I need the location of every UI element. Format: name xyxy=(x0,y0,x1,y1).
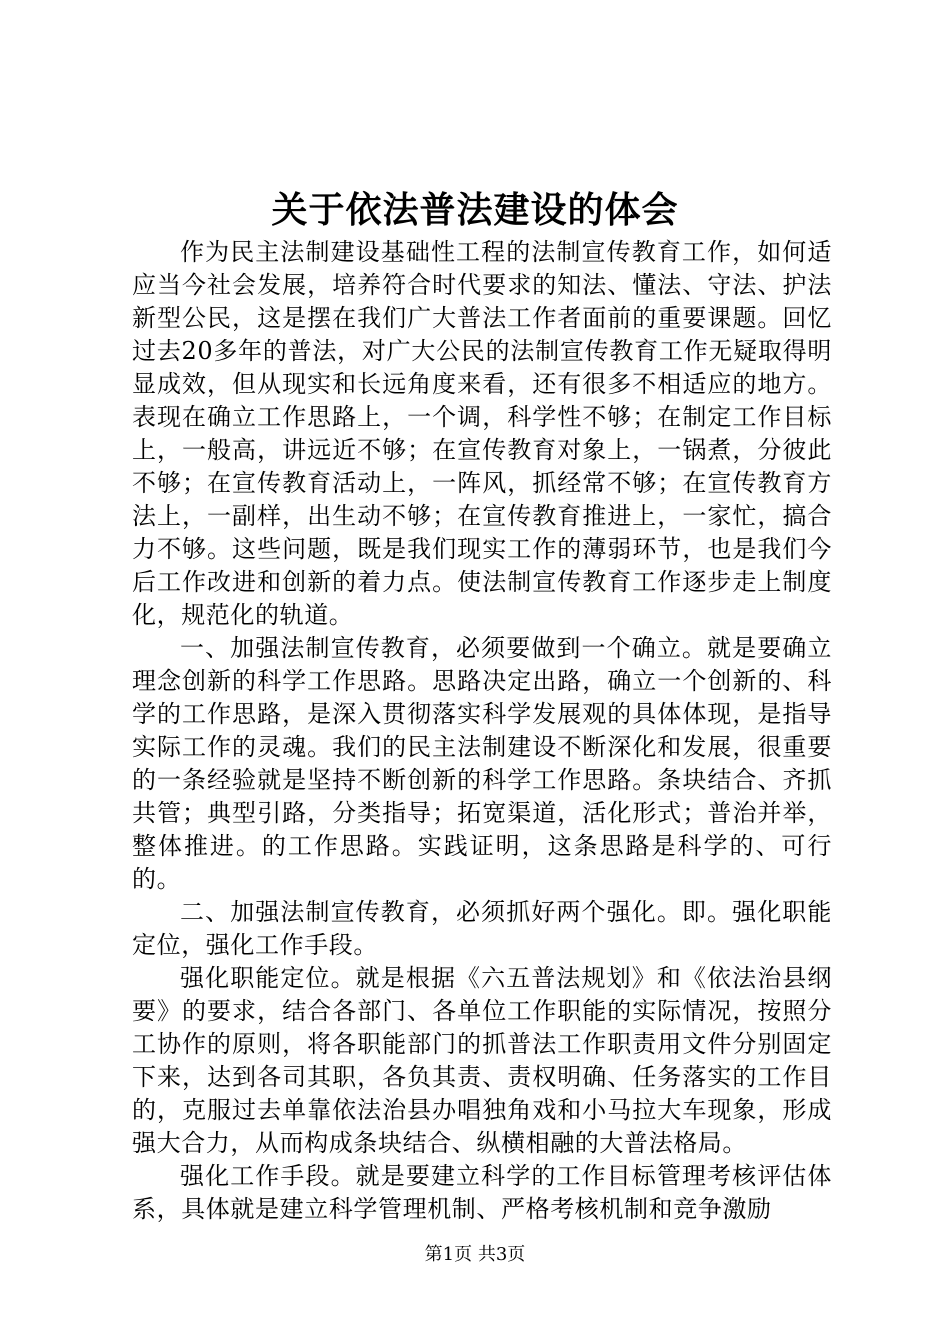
paragraph-5: 强化工作手段。就是要建立科学的工作目标管理考核评估体系，具体就是建立科学管理机制、严格考核机制和竞争激励 xyxy=(132,1162,832,1223)
document-body xyxy=(132,236,832,1226)
document-title: 关于依法普法建设的体会 xyxy=(271,189,679,231)
paragraph-1: 作为民主法制建设基础性工程的法制宣传教育工作，如何适应当今社会发展，培养符合时代要求的知法、懂法、守法、护法新型公民，这是摆在我们广大普法工作者面前的重要课题。回忆过去20多年的普法，对广大公民的法制宣传教育工作无疑取得明显成效，但从现实和长远角度来看，还有很多不相适应的地方。表现在确立工作思路上，一个调，科学性不够；在制定工作目标上，一般高，讲远近不够；在宣传教育对象上，一锅煮，分彼此不够；在宣传教育活动上，一阵风，抓经常不够；在宣传教育方法上，一副样，出生动不够；在宣传教育推进上，一家忙，搞合力不够。这些问题，既是我们现实工作的薄弱环节，也是我们今后工作改进和创新的着力点。使法制宣传教育工作逐步走上制度化，规范化的轨道。 xyxy=(132,238,832,629)
paragraph-3: 二、加强法制宣传教育，必须抓好两个强化。即。强化职能定位，强化工作手段。 xyxy=(132,898,832,959)
paragraph-4: 强化职能定位。就是根据《六五普法规划》和《依法治县纲要》的要求，结合各部门、各单位工作职能的实际情况，按照分工协作的原则，将各职能部门的抓普法工作职责用文件分别固定下来，达到各司其职，各负其责、责权明确、任务落实的工作目的，克服过去单靠依法治县办唱独角戏和小马拉大车现象，形成强大合力，从而构成条块结合、纵横相融的大普法格局。 xyxy=(132,964,832,1157)
paragraph-2: 一、加强法制宣传教育，必须要做到一个确立。就是要确立理念创新的科学工作思路。思路决定出路，确立一个创新的、科学的工作思路，是深入贯彻落实科学发展观的具体体现，是指导实际工作的灵魂。我们的民主法制建设不断深化和发展，很重要的一条经验就是坚持不断创新的科学工作思路。条块结合、齐抓共管；典型引路，分类指导；拓宽渠道，活化形式；普治并举，整体推进。的工作思路。实践证明，这条思路是科学的、可行的。 xyxy=(132,634,832,893)
page-number-footer: 第1页 共3页 xyxy=(424,1244,526,1265)
